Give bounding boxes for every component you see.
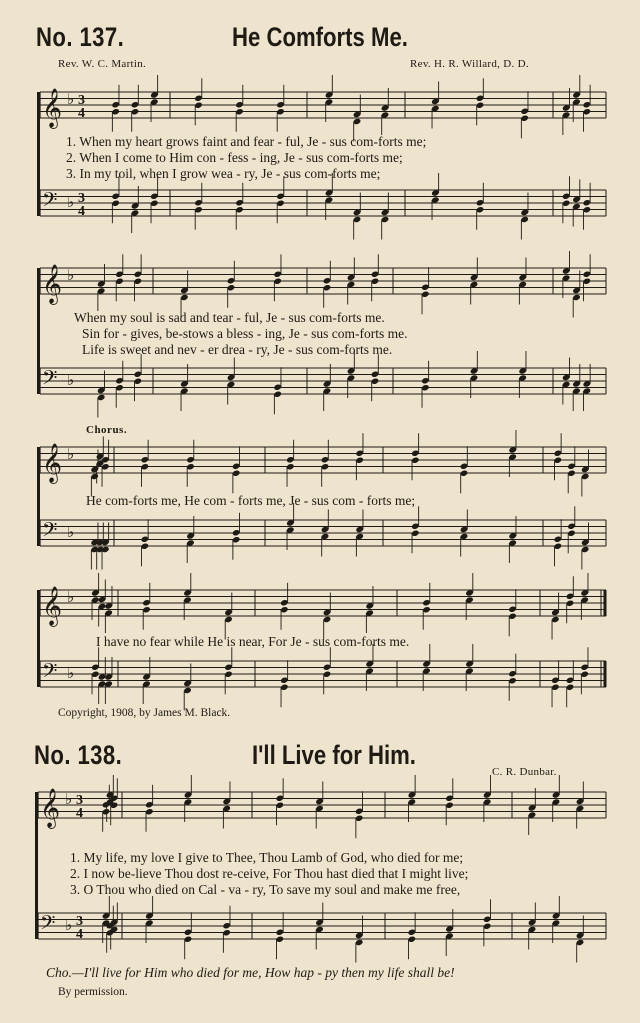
verse-line: When my soul is sad and tear - ful, Je - sus com-forts me.: [74, 310, 385, 325]
chorus-line: I have no fear while He is near, For Je - sus com-forts me.: [96, 634, 410, 649]
svg-text:♭: ♭: [67, 523, 75, 541]
verse-line: Sin for - gives, be-stows a bless - ing, Je - sus com-forts me.: [82, 326, 408, 341]
svg-text:♭: ♭: [67, 445, 75, 463]
chorus-line: He com-forts me, He com - forts me, Je - sus com - forts me;: [86, 493, 416, 508]
svg-text:𝄢: 𝄢: [40, 911, 56, 939]
svg-text:𝄢: 𝄢: [42, 659, 58, 687]
verse-line: 1. When my heart grows faint and fear - ful, Je - sus com-forts me;: [66, 134, 427, 149]
svg-text:4: 4: [78, 106, 85, 121]
svg-text:♭: ♭: [67, 90, 75, 108]
svg-text:𝄞: 𝄞: [42, 264, 63, 304]
svg-text:𝄞: 𝄞: [42, 88, 63, 128]
svg-text:♭: ♭: [67, 588, 75, 606]
hymn-137-words-credit: Rev. W. C. Martin.: [58, 58, 147, 70]
svg-text:♭: ♭: [67, 193, 75, 211]
svg-text:4: 4: [76, 806, 83, 821]
svg-text:♭: ♭: [67, 664, 75, 682]
copyright-notice: Copyright, 1908, by James M. Black.: [58, 707, 231, 719]
hymn-138-music-credit: C. R. Dunbar.: [492, 766, 557, 778]
svg-text:♭: ♭: [67, 371, 75, 389]
svg-text:𝄞: 𝄞: [42, 443, 63, 483]
svg-text:𝄢: 𝄢: [42, 188, 58, 216]
svg-text:♭: ♭: [65, 790, 73, 808]
verse-line: 3. In my toil, when I grow wea - ry, Je - sus com-forts me;: [66, 166, 381, 181]
svg-text:𝄞: 𝄞: [42, 586, 63, 626]
verse-line: Life is sweet and nev - er drea - ry, Je - sus com-forts me.: [82, 342, 393, 357]
svg-text:♭: ♭: [65, 916, 73, 934]
svg-text:3: 3: [76, 914, 83, 929]
svg-text:𝄞: 𝄞: [40, 788, 61, 828]
verse-line: 1. My life, my love I give to Thee, Thou Lamb of God, who died for me;: [70, 850, 464, 865]
hymn-137-title: He Comforts Me.: [232, 22, 408, 52]
svg-text:𝄢: 𝄢: [42, 518, 58, 546]
svg-text:♭: ♭: [67, 266, 75, 284]
chorus-label: Chorus.: [86, 424, 128, 436]
hymn-137-music-credit: Rev. H. R. Willard, D. D.: [410, 58, 529, 70]
svg-text:𝄢: 𝄢: [42, 366, 58, 394]
hymn-138-number: No. 138.: [34, 740, 123, 770]
svg-text:3: 3: [78, 93, 85, 108]
verse-line: 2. I now be-lieve Thou dost re-ceive, For Thou hast died that I might live;: [70, 866, 469, 881]
svg-text:3: 3: [76, 793, 83, 808]
svg-text:4: 4: [76, 927, 83, 942]
svg-text:3: 3: [78, 191, 85, 206]
verse-line: 3. O Thou who died on Cal - va - ry, To save my soul and make me free,: [70, 882, 461, 897]
svg-text:4: 4: [78, 204, 85, 219]
chorus-line: Cho.—I'll live for Him who died for me, How hap - py then my life shall be!: [46, 965, 455, 980]
hymn-137-number: No. 137.: [36, 22, 125, 52]
permission-notice: By permission.: [58, 986, 128, 998]
verse-line: 2. When I come to Him con - fess - ing, Je - sus com-forts me;: [66, 150, 403, 165]
hymn-138-title: I'll Live for Him.: [252, 740, 416, 770]
